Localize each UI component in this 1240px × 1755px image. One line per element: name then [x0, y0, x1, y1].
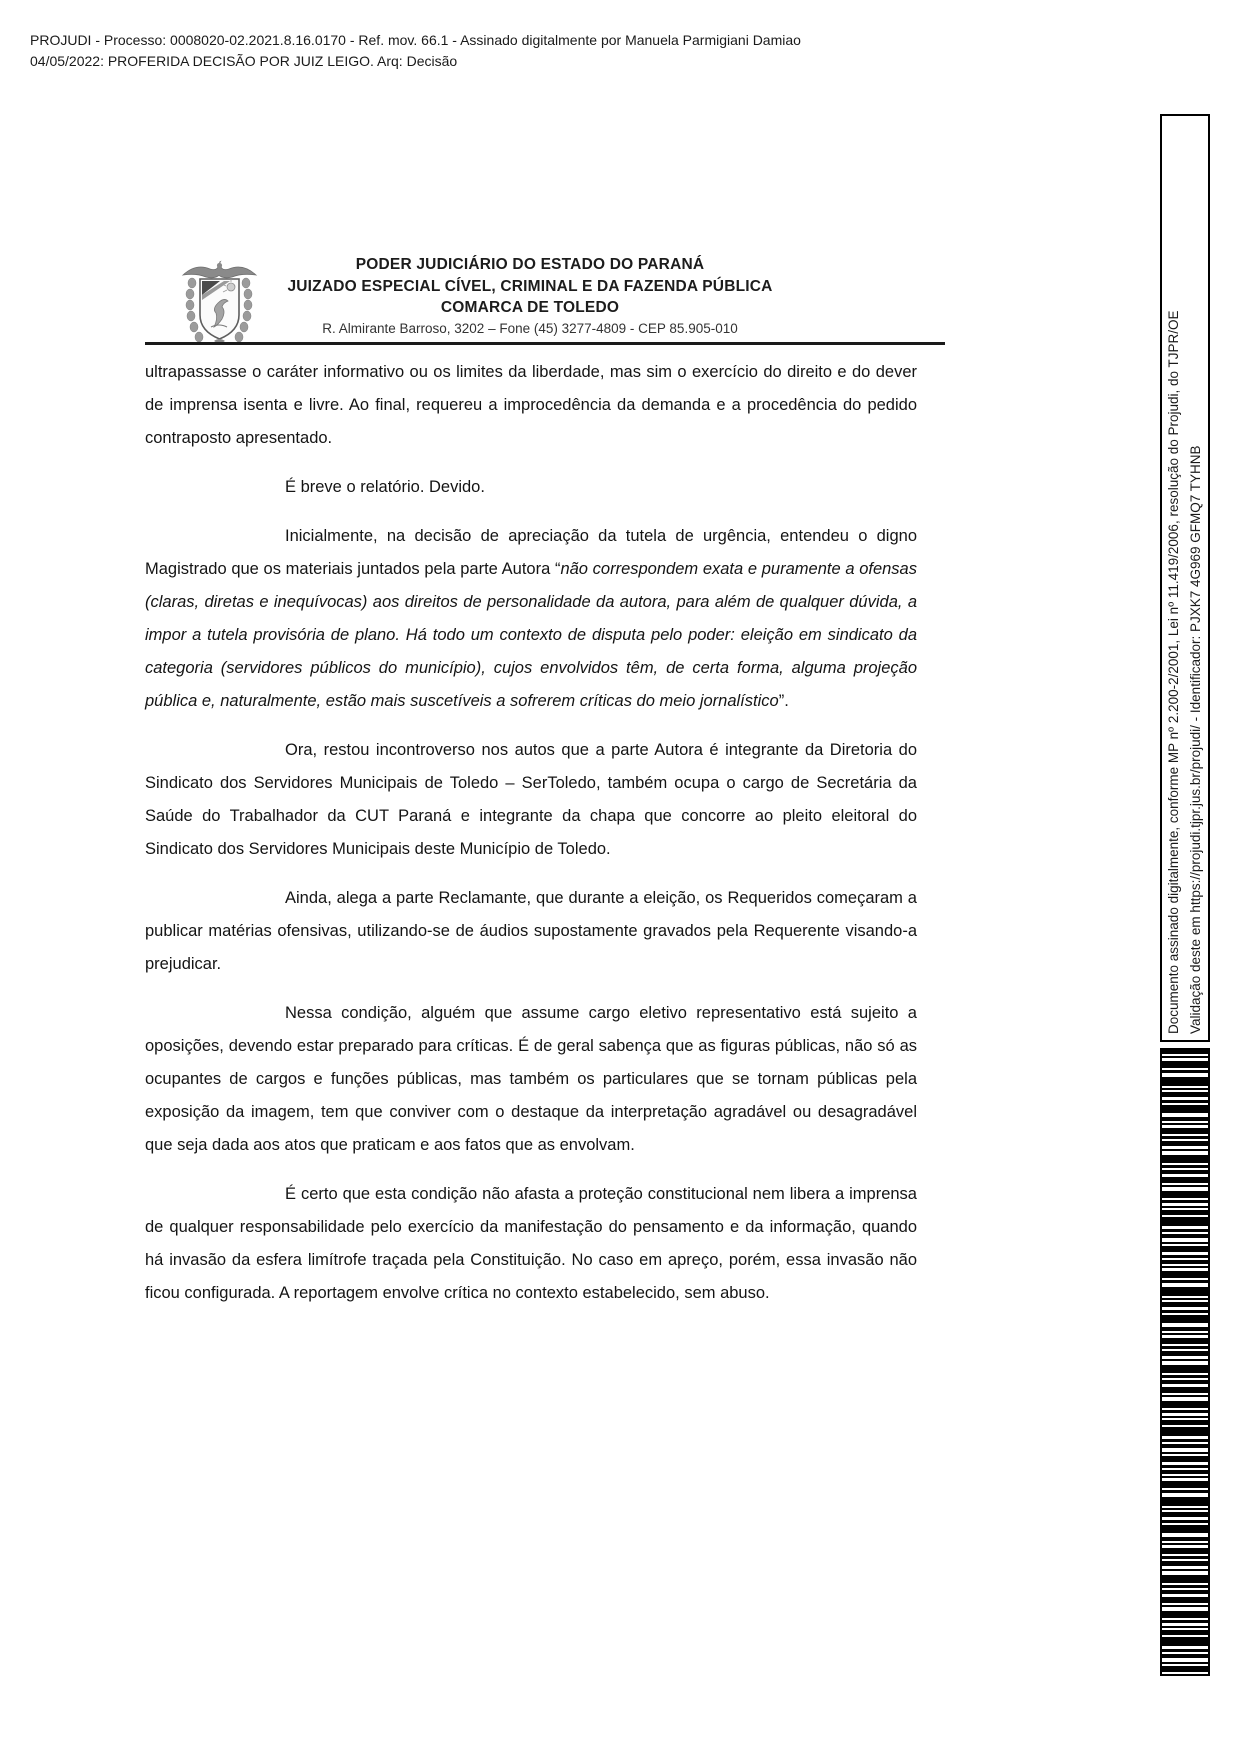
- letterhead-comarca: COMARCA DE TOLEDO: [440, 299, 620, 316]
- scan-header: [30, 30, 1030, 72]
- paragraph: Ora, restou incontroverso nos autos que a parte Autora é integrante da Diretoria do Sindicato dos Servidores Municipais de Toledo – SerToledo, também ocupa o cargo de Secretária da Saúde do Trabalhador da CUT Paraná e integrante da chapa que concorre ao pleito eleitoral do Sindicato dos Servidores Municipais deste Município de Toledo.: [145, 741, 917, 858]
- letterhead-divider: [145, 342, 945, 345]
- scan-header-line1: PROJUDI - Processo: 0008020-02.2021.8.16.0170 - Ref. mov. 66.1 - Assinado digitalmente por Manuela Parmigiani Damiao: [30, 32, 801, 48]
- paragraph: Inicialmente, na decisão de apreciação da tutela de urgência, entendeu o digno Magistrado que os materiais juntados pela parte Autora “não correspondem exata e puramente a ofensas (claras, diretas e inequívocas) aos direitos de personalidade da autora, para além de qualquer dúvida, a impor a tutela provisória de plano. Há todo um contexto de disputa pelo poder: eleição em sindicato da categoria (servidores públicos do município), cujos envolvidos têm, de certa forma, alguma projeção pública e, naturalmente, estão mais suscetíveis a sofrerem críticas do meio jornalístico”.: [145, 527, 917, 710]
- signature-strip-text: [1162, 116, 1208, 1040]
- paragraph: É breve o relatório. Devido.: [285, 478, 485, 496]
- signature-line1: Documento assinado digitalmente, conforme MP nº 2.200-2/2001, Lei nº 11.419/2006, resolução do Projudi, do TJPR/OE: [1166, 310, 1181, 1034]
- barcode-icon: [1160, 1048, 1210, 1676]
- paragraph: Ainda, alega a parte Reclamante, que durante a eleição, os Requeridos começaram a publicar matérias ofensivas, utilizando-se de áudios supostamente gravados pela Requerente visando-a prejudicar.: [145, 889, 917, 973]
- signature-strip: [1160, 114, 1210, 1042]
- scan-header-line2: 04/05/2022: PROFERIDA DECISÃO POR JUIZ LEIGO. Arq: Decisão: [30, 53, 458, 69]
- letterhead-address: R. Almirante Barroso, 3202 – Fone (45) 3277-4809 - CEP 85.905-010: [322, 320, 738, 336]
- letterhead: [145, 254, 915, 339]
- letterhead-court: PODER JUDICIÁRIO DO ESTADO DO PARANÁ: [355, 256, 705, 273]
- paragraph: ultrapassasse o caráter informativo ou os limites da liberdade, mas sim o exercício do direito e do dever de imprensa isenta e livre. Ao final, requereu a improcedência da demanda e a procedência do pedido contraposto apresentado.: [145, 363, 917, 447]
- paragraph: Nessa condição, alguém que assume cargo eletivo representativo está sujeito a oposições, devendo estar preparado para críticas. É de geral sabença que as figuras públicas, não só as ocupantes de cargos e funções públicas, mas também os particulares que se tornam públicas pela exposição da imagem, tem que conviver com o destaque da interpretação agradável ou desagradável que seja dada aos atos que praticam e aos fatos que as envolvam.: [145, 1004, 917, 1154]
- document-body: [145, 356, 917, 1326]
- paragraph: É certo que esta condição não afasta a proteção constitucional nem libera a imprensa de qualquer responsabilidade pelo exercício da manifestação do pensamento e da informação, quando há invasão da esfera limítrofe traçada pela Constituição. No caso em apreço, porém, essa invasão não ficou configurada. A reportagem envolve crítica no contexto estabelecido, sem abuso.: [145, 1185, 917, 1302]
- signature-line2: Validação deste em https://projudi.tjpr.jus.br/projudi/ - Identificador: PJXK7 4G969 GFMQ7 TYHNB: [1188, 445, 1203, 1034]
- letterhead-division: JUIZADO ESPECIAL CÍVEL, CRIMINAL E DA FAZENDA PÚBLICA: [287, 277, 773, 295]
